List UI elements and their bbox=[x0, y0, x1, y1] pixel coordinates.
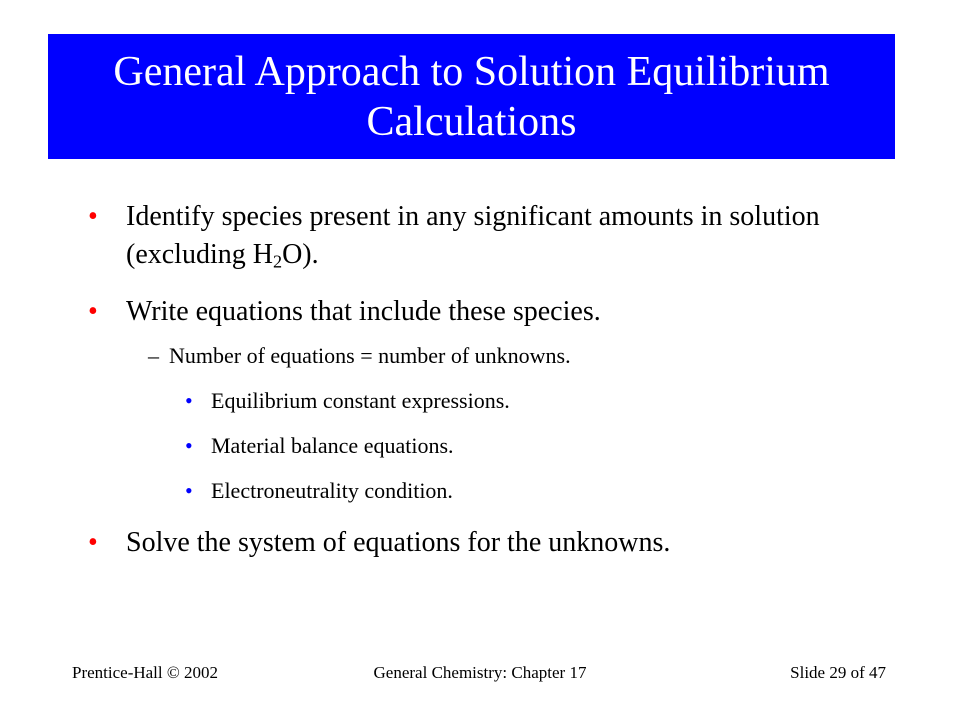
bullet-item-write-equations bbox=[88, 293, 888, 331]
bullet-icon: • bbox=[88, 201, 98, 232]
sub-sub-bullet-text: Electroneutrality condition. bbox=[211, 477, 453, 503]
bullet-text: Write equations that include these species. bbox=[126, 295, 601, 327]
footer-copyright: Prentice-Hall © 2002 bbox=[72, 663, 219, 682]
bullet-icon: • bbox=[185, 387, 193, 413]
sub-sub-bullet-material-balance bbox=[88, 431, 888, 461]
dash-icon: – bbox=[148, 342, 159, 368]
sub-sub-bullet-equilibrium-constant bbox=[88, 386, 888, 416]
subscript: 2 bbox=[272, 251, 283, 272]
slide-title-line-1: General Approach to Solution Equilibrium bbox=[113, 48, 830, 95]
sub-bullet-number-of-equations bbox=[88, 341, 888, 371]
bullet-text-tail: O). bbox=[282, 239, 319, 270]
bullet-text: Identify species present in any significant amounts in solution (excluding H bbox=[126, 201, 820, 270]
slide-body bbox=[88, 198, 888, 562]
bullet-item-solve-system bbox=[88, 524, 888, 562]
footer-slide-number: Slide 29 of 47 bbox=[790, 663, 886, 682]
bullet-icon: • bbox=[185, 432, 193, 458]
slide-title bbox=[48, 34, 895, 159]
bullet-icon: • bbox=[88, 526, 98, 558]
footer-chapter: General Chemistry: Chapter 17 bbox=[373, 663, 587, 682]
bullet-item-identify-species bbox=[88, 198, 888, 281]
sub-sub-bullet-text: Equilibrium constant expressions. bbox=[211, 387, 510, 413]
slide-title-line-2: Calculations bbox=[366, 98, 577, 145]
sub-sub-bullet-electroneutrality bbox=[88, 476, 888, 506]
bullet-text: Solve the system of equations for the unknowns. bbox=[126, 526, 671, 558]
bullet-icon: • bbox=[185, 477, 193, 503]
bullet-icon: • bbox=[88, 295, 98, 327]
sub-bullet-text: Number of equations = number of unknowns. bbox=[169, 342, 571, 368]
sub-sub-bullet-text: Material balance equations. bbox=[211, 432, 454, 458]
